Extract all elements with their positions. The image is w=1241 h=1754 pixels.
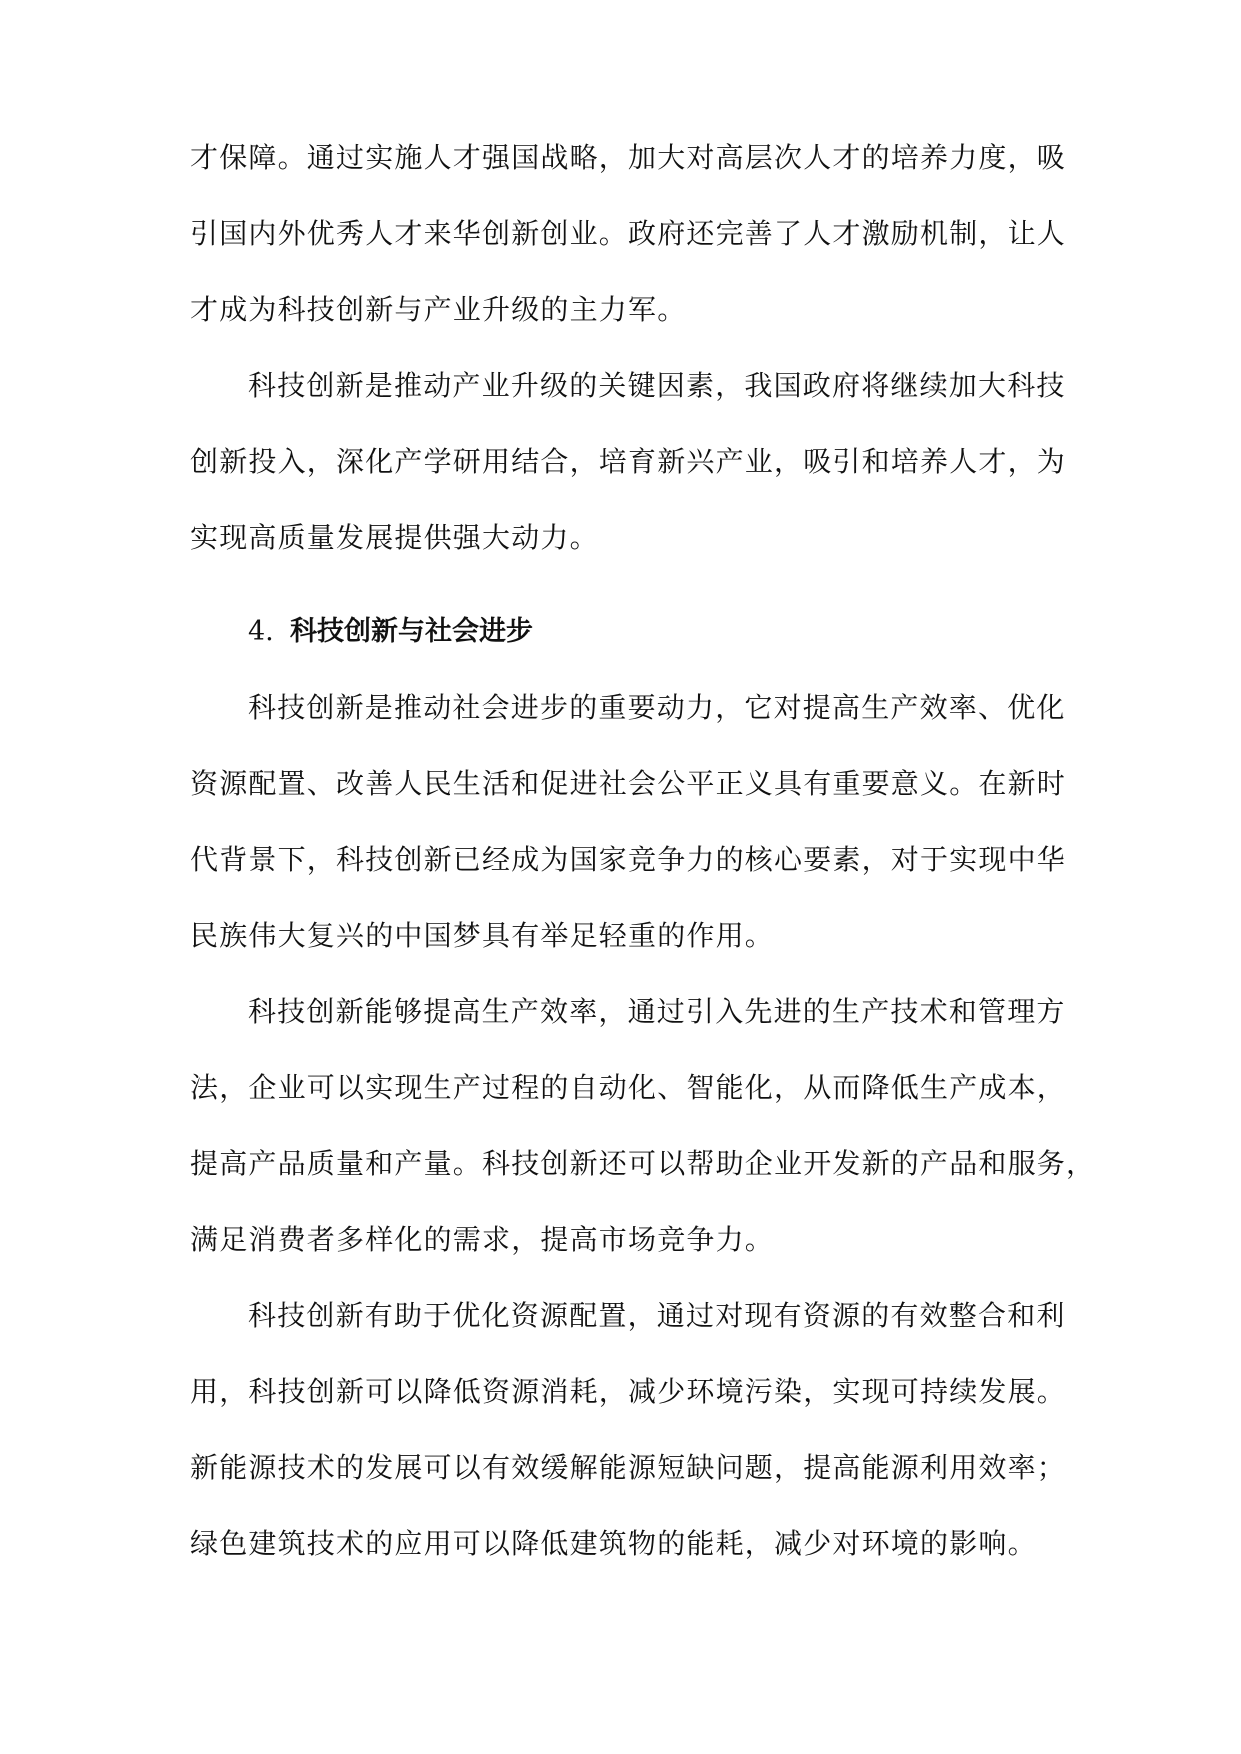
paragraph-industry-upgrade-summary — [190, 368, 1067, 556]
text-line: 科技创新是推动产业升级的关键因素，我国政府将继续加大科技 — [248, 369, 1066, 402]
paragraph-talent-guarantee — [190, 140, 1067, 328]
section-heading — [190, 614, 1050, 650]
text-line: 法，企业可以实现生产过程的自动化、智能化，从而降低生产成本， — [190, 1071, 1067, 1104]
text-line: 实现高质量发展提供强大动力。 — [190, 521, 599, 554]
text-line: 才成为科技创新与产业升级的主力军。 — [190, 293, 687, 326]
paragraph-social-progress — [190, 690, 1067, 954]
text-line: 科技创新有助于优化资源配置，通过对现有资源的有效整合和利 — [248, 1299, 1066, 1332]
paragraph-resource-allocation — [190, 1298, 1067, 1562]
text-line: 绿色建筑技术的应用可以降低建筑物的能耗，减少对环境的影响。 — [190, 1527, 1037, 1560]
text-line: 科技创新能够提高生产效率，通过引入先进的生产技术和管理方 — [248, 995, 1066, 1028]
text-line: 资源配置、改善人民生活和促进社会公平正义具有重要意义。在新时 — [190, 767, 1067, 800]
text-line: 引国内外优秀人才来华创新创业。政府还完善了人才激励机制，让人 — [190, 217, 1067, 250]
text-line: 满足消费者多样化的需求，提高市场竞争力。 — [190, 1223, 775, 1256]
section-title: 科技创新与社会进步 — [290, 616, 533, 647]
text-line: 创新投入，深化产学研用结合，培育新兴产业，吸引和培养人才，为 — [190, 445, 1067, 478]
paragraph-production-efficiency — [190, 994, 1096, 1258]
text-line: 提高产品质量和产量。科技创新还可以帮助企业开发新的产品和服务， — [190, 1147, 1096, 1180]
text-line: 代背景下，科技创新已经成为国家竞争力的核心要素，对于实现中华 — [190, 843, 1067, 876]
document-page — [190, 140, 1096, 1602]
text-line: 才保障。通过实施人才强国战略，加大对高层次人才的培养力度，吸 — [190, 141, 1067, 174]
text-line: 新能源技术的发展可以有效缓解能源短缺问题，提高能源利用效率； — [190, 1451, 1067, 1484]
section-number: 4. — [248, 616, 274, 647]
text-line: 民族伟大复兴的中国梦具有举足轻重的作用。 — [190, 919, 775, 952]
text-line: 科技创新是推动社会进步的重要动力，它对提高生产效率、优化 — [248, 691, 1066, 724]
text-line: 用，科技创新可以降低资源消耗，减少环境污染，实现可持续发展。 — [190, 1375, 1067, 1408]
